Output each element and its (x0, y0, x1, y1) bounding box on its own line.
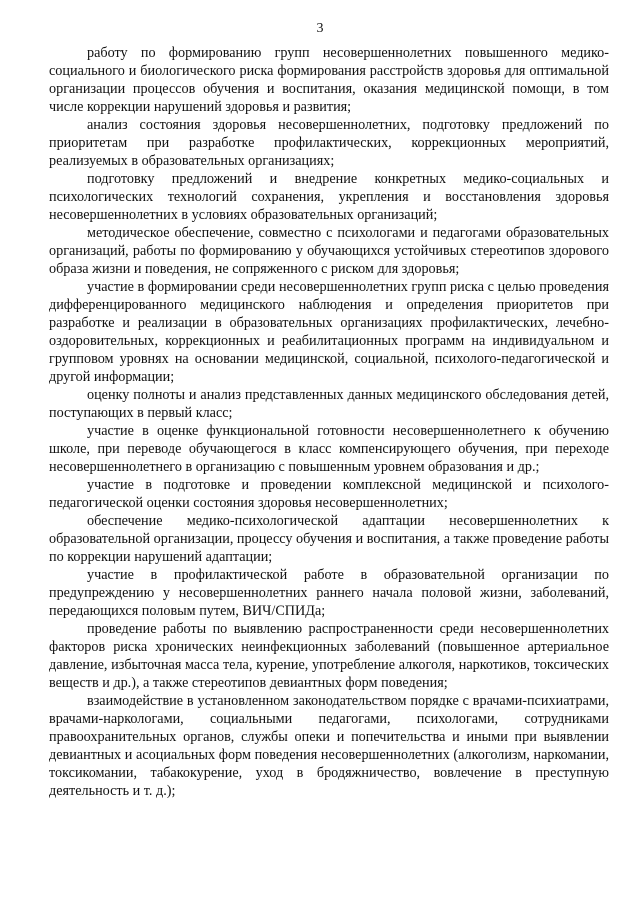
document-body (49, 44, 609, 800)
paragraph: участие в профилактической работе в образовательной организации по предупреждению у несовершеннолетних раннего начала половой жизни, заболеваний, передающихся половым путем, ВИЧ/СПИДа; (49, 567, 609, 619)
paragraph: оценку полноты и анализ представленных данных медицинского обследования детей, поступающих в первый класс; (49, 387, 609, 421)
paragraph: проведение работы по выявлению распространенности среди несовершеннолетних факторов риска хронических неинфекционных заболеваний (повышенное артериальное давление, избыточная масса тела, курение, употребление алкоголя, наркотиков, токсических веществ и др.), а также стереотипов девиантных форм поведения; (49, 621, 609, 691)
paragraph: участие в подготовке и проведении комплексной медицинской и психолого-педагогической оценки состояния здоровья несовершеннолетних; (49, 477, 609, 511)
paragraph: анализ состояния здоровья несовершеннолетних, подготовку предложений по приоритетам при разработке профилактических, коррекционных мероприятий, реализуемых в образовательных организациях; (49, 117, 609, 169)
paragraph: методическое обеспечение, совместно с психологами и педагогами образовательных организаций, работы по формированию у обучающихся устойчивых стереотипов здорового образа жизни и поведения, не сопряженного с риском для здоровья; (49, 225, 609, 277)
paragraph: обеспечение медико-психологической адаптации несовершеннолетних к образовательной организации, процессу обучения и воспитания, а также проведение работы по коррекции нарушений адаптации; (49, 513, 609, 565)
paragraph: подготовку предложений и внедрение конкретных медико-социальных и психологических технологий сохранения, укрепления и восстановления здоровья несовершеннолетних в условиях образовательных организаций; (49, 171, 609, 223)
paragraph: взаимодействие в установленном законодательством порядке с врачами-психиатрами, врачами-наркологами, социальными педагогами, психологами, сотрудниками правоохранительных органов, службы опеки и попечительства и иными при выявлении девиантных и асоциальных форм поведения несовершеннолетних (алкоголизм, наркомании, токсикомании, табакокурение, уход в бродяжничество, вовлечение в преступную деятельность и т. д.); (49, 693, 609, 799)
page-number: 3 (316, 21, 324, 36)
paragraph: участие в формировании среди несовершеннолетних групп риска с целью проведения дифференцированного медицинского наблюдения и определения приоритетов при разработке и реализации в образовательных организациях профилактических, лечебно-оздоровительных, коррекционных и реабилитационных программ на индивидуальном и групповом уровнях на основании медицинской, социальной, психолого-педагогической и другой информации; (49, 279, 609, 385)
paragraph: работу по формированию групп несовершеннолетних повышенного медико-социального и биологического риска формирования расстройств здоровья для оптимальной организации процессов обучения и воспитания, оказания медицинской помощи, в том числе коррекции нарушений здоровья и развития; (49, 45, 609, 115)
paragraph: участие в оценке функциональной готовности несовершеннолетнего к обучению школе, при переводе обучающегося в класс компенсирующего обучения, при переходе несовершеннолетнего в организацию с повышенным уровнем образования и др.; (49, 423, 609, 475)
